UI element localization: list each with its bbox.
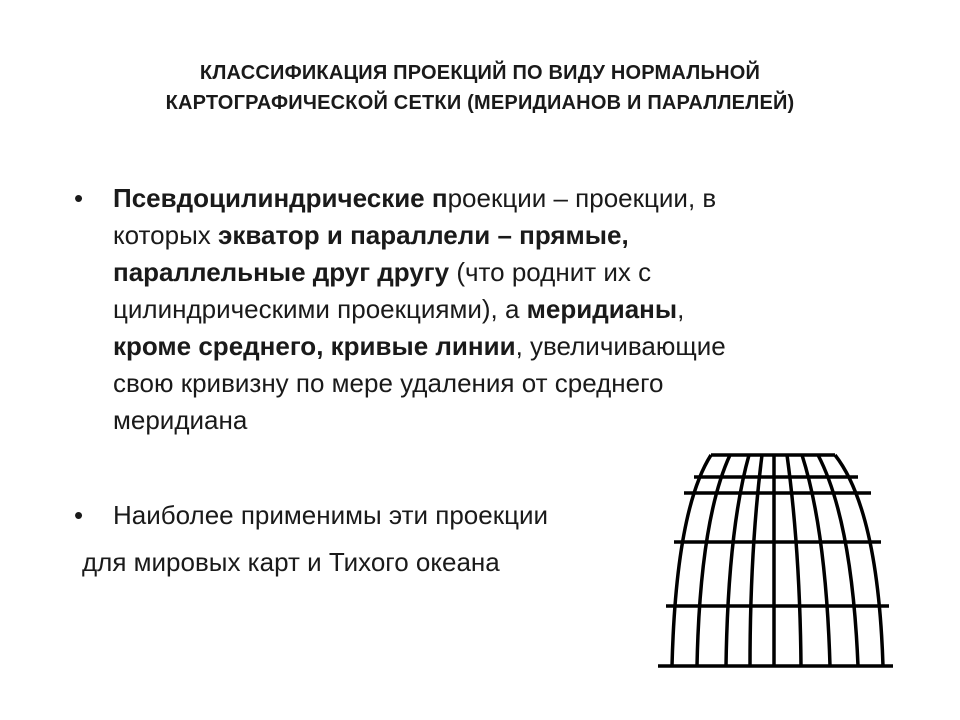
text-normal: (что роднит их с <box>449 257 652 287</box>
slide-title-line-1: КЛАССИФИКАЦИЯ ПРОЕКЦИЙ ПО ВИДУ НОРМАЛЬНОЙ <box>199 62 761 84</box>
text-bold: параллельные друг другу <box>113 257 450 287</box>
meridian-line <box>726 455 749 666</box>
pseudocylindrical-graticule-icon <box>650 440 900 680</box>
bullet-marker: • <box>74 500 84 530</box>
bullet-1-line-2 <box>113 217 873 254</box>
meridian-line <box>835 455 883 666</box>
bullet-pseudocylindrical-definition <box>113 180 873 439</box>
text-normal: которых <box>113 220 219 250</box>
bullet-1-line-7: меридиана <box>113 405 248 435</box>
meridian-line <box>787 455 801 666</box>
bullet-1-line-3 <box>113 254 873 291</box>
meridian-line <box>750 455 762 666</box>
text-normal: , увеличивающие <box>515 331 726 361</box>
bullet-usage-line-1: Наиболее применимы эти проекции <box>113 500 549 530</box>
bullet-1-line-6: свою кривизну по мере удаления от среднего <box>113 368 664 398</box>
slide-title-line-2: КАРТОГРАФИЧЕСКОЙ СЕТКИ (МЕРИДИАНОВ И ПАРАЛЛЕЛЕЙ) <box>165 92 795 114</box>
text-normal: цилиндрическими проекциями), а <box>113 294 527 324</box>
bullet-1-line-5 <box>113 328 873 365</box>
meridian-line <box>802 455 830 666</box>
bullet-marker: • <box>74 183 84 213</box>
bullet-usage-line-2: для мировых карт и Тихого океана <box>82 547 500 577</box>
text-normal: роекции – проекции, в <box>447 183 717 213</box>
term-bold: Псевдоцилиндрические п <box>113 183 448 213</box>
text-bold: кроме среднего, кривые линии <box>113 331 516 361</box>
slide-title <box>40 58 920 118</box>
text-bold: экватор и параллели – прямые, <box>218 220 629 250</box>
bullet-1-line-1 <box>113 180 873 217</box>
text-normal: , <box>677 294 685 324</box>
bullet-1-line-4 <box>113 291 873 328</box>
text-bold: меридианы <box>526 294 678 324</box>
